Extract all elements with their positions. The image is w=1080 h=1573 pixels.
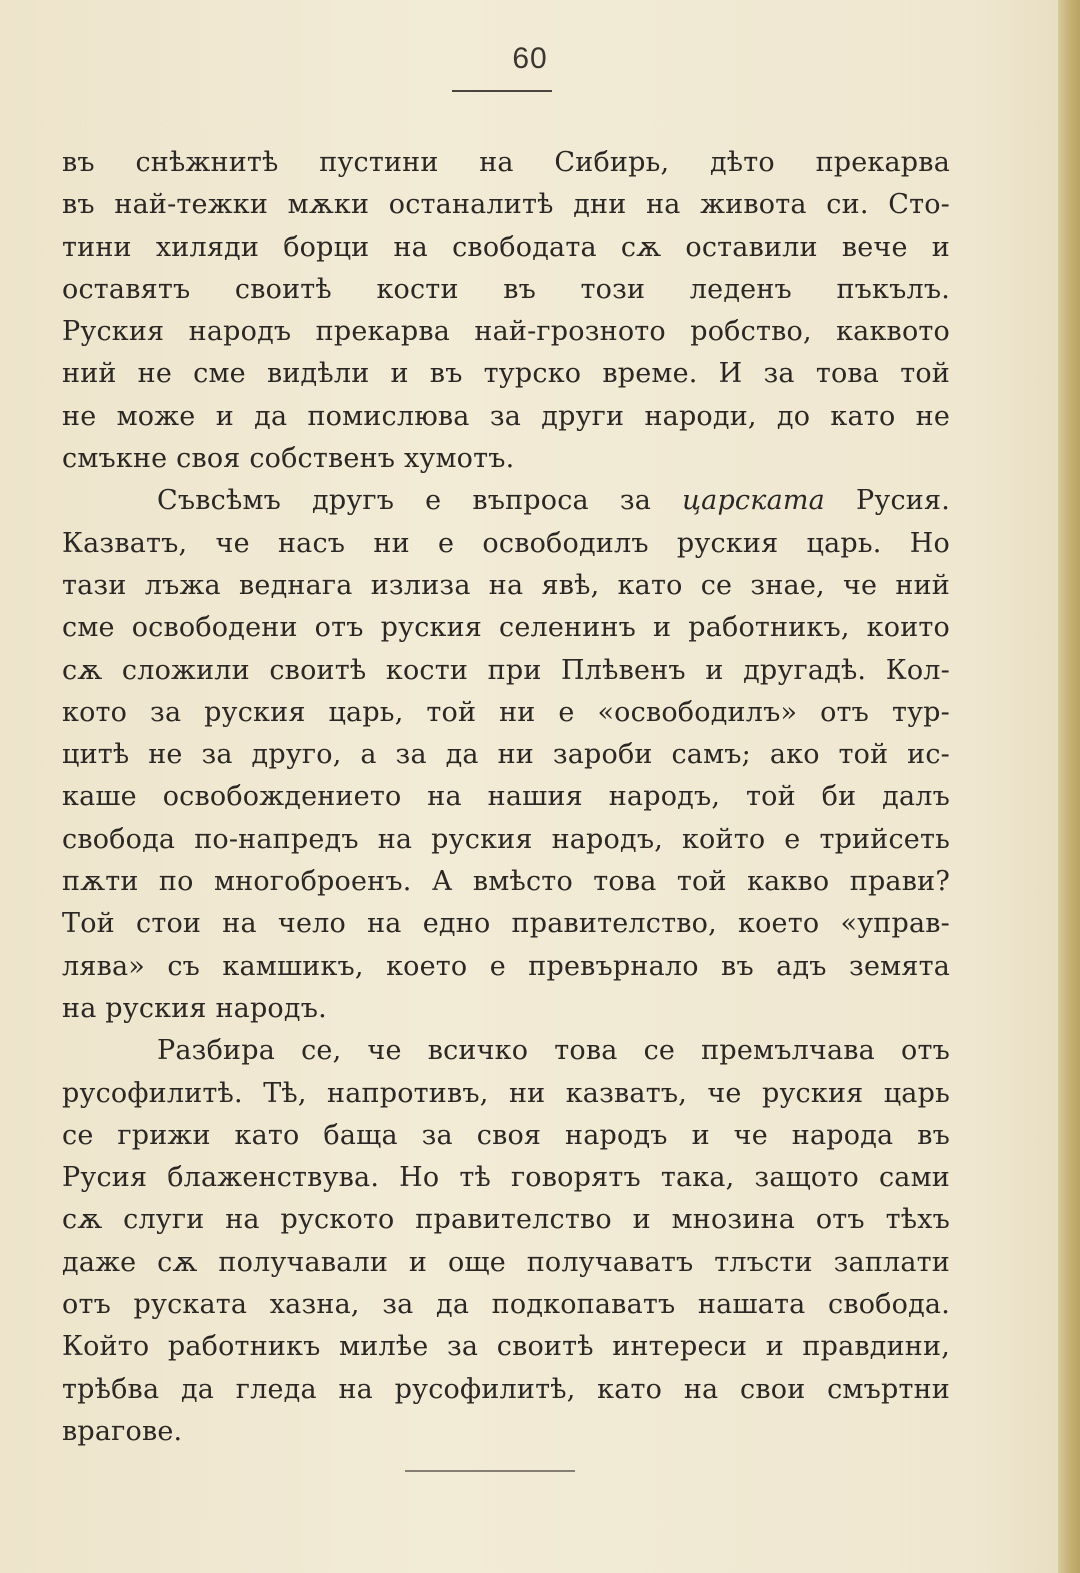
paragraph-start-line: Разбира се, че всичко това се премълчава отъ xyxy=(157,1035,950,1067)
text-line: на руския народъ. xyxy=(62,992,327,1024)
text-line: Казватъ, че насъ ни е освободилъ руския царь. Но xyxy=(62,527,950,559)
text-line: ний не сме видѣли и въ турско време. И за това той xyxy=(62,358,950,390)
text-line: каше освобождението на нашия народъ, той би далъ xyxy=(62,781,950,813)
text-line: не може и да помислюва за други народи, до като не xyxy=(62,400,950,432)
text-line: сѫ слуги на руското правителство и мнозина отъ тѣхъ xyxy=(62,1204,950,1236)
text-line: лява» съ камшикъ, което е превърнало въ адъ земята xyxy=(62,950,950,982)
text-line: смъкне своя собственъ хумотъ. xyxy=(62,443,515,475)
text-line: врагове. xyxy=(62,1415,183,1447)
text-line: тази лъжа веднага излиза на явѣ, като се знае, че ний xyxy=(62,569,950,601)
text-line: Той стои на чело на едно правителство, което «управ- xyxy=(62,908,950,940)
page-spine-edge xyxy=(1058,0,1080,1573)
text-line: въ снѣжнитѣ пустини на Сибирь, дѣто прекарва xyxy=(62,147,950,178)
text-span: Съвсѣмъ другъ е въпроса за xyxy=(157,485,652,517)
text-line: въ най-тежки мѫки останалитѣ дни на живота си. Сто- xyxy=(62,189,950,221)
text-line: трѣбва да гледа на русофилитѣ, като на свои смъртни xyxy=(62,1373,950,1405)
text-line: пѫти по многоброенъ. А вмѣсто това той какво прави? xyxy=(62,866,950,898)
text-line: оставятъ своитѣ кости въ този леденъ пъкълъ. xyxy=(62,273,950,305)
text-line: даже сѫ получавали и още получаватъ тлъсти заплати xyxy=(62,1246,950,1278)
text-line: тини хиляди борци на свободата сѫ оставили вече и xyxy=(62,231,950,263)
text-line: кото за руския царь, той ни е «освободилъ» отъ тур- xyxy=(62,696,950,728)
text-line: цитѣ не за друго, а за да ни зароби самъ; ако той ис- xyxy=(62,739,950,771)
text-line: се грижи като баща за своя народъ и че народа въ xyxy=(62,1119,950,1151)
text-line: Русия блаженствува. Но тѣ говорятъ така, защото сами xyxy=(62,1162,950,1194)
text-span: Русия. xyxy=(856,485,950,517)
paragraph-start-line xyxy=(62,480,950,522)
chapter-end-rule xyxy=(405,1470,575,1472)
page-number-rule xyxy=(452,90,552,92)
text-line: сѫ сложили своитѣ кости при Плѣвенъ и другадѣ. Кол- xyxy=(62,654,950,686)
page-number: 60 xyxy=(512,42,548,75)
text-line: отъ руската хазна, за да подкопаватъ нашата свобода. xyxy=(62,1289,950,1321)
body-text xyxy=(62,142,950,1453)
text-line: Който работникъ милѣе за своитѣ интереси и правдини, xyxy=(62,1331,950,1363)
emphasis-text: царската xyxy=(682,485,825,517)
text-line: Руския народъ прекарва най-грозното робство, каквото xyxy=(62,316,950,348)
text-line: русофилитѣ. Тѣ, напротивъ, ни казватъ, че руския царь xyxy=(62,1077,950,1109)
text-line: сме освободени отъ руския селенинъ и работникъ, които xyxy=(62,612,950,644)
text-line: свобода по-напредъ на руския народъ, който е трийсеть xyxy=(62,823,950,855)
